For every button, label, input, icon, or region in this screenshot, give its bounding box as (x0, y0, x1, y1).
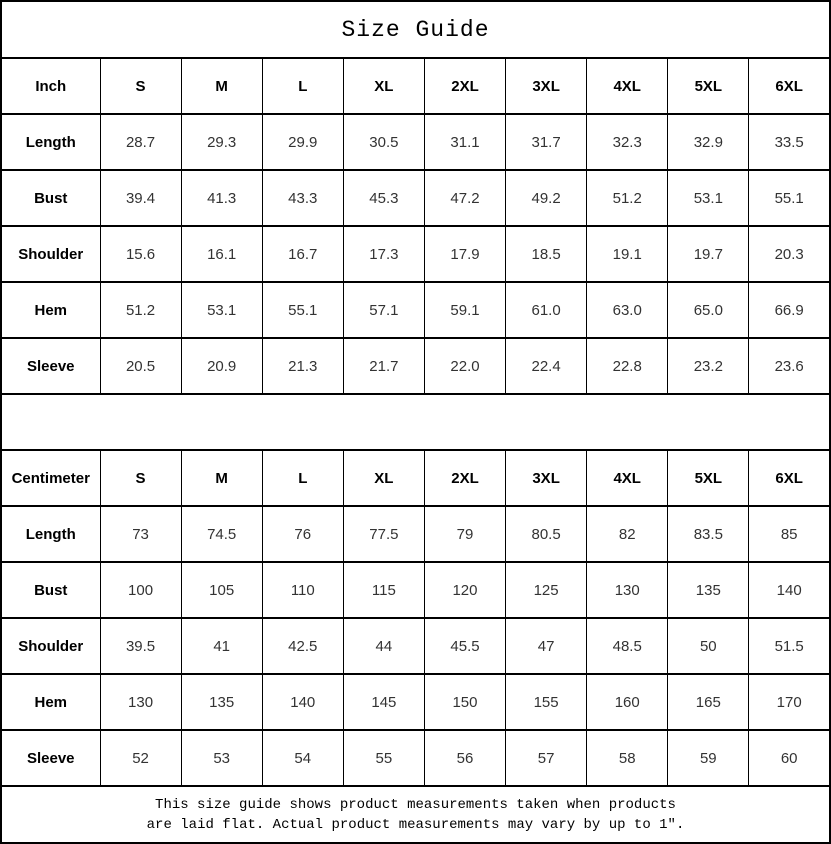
inch-row-bust (1, 170, 830, 226)
size-header-5xl: 5XL (668, 450, 749, 506)
row-label-sleeve: Sleeve (1, 730, 100, 786)
value-cell: 21.3 (262, 338, 343, 394)
value-cell: 115 (343, 562, 424, 618)
value-cell: 21.7 (343, 338, 424, 394)
inch-row-hem (1, 282, 830, 338)
value-cell: 20.3 (749, 226, 830, 282)
footer-note (1, 786, 830, 843)
value-cell: 59 (668, 730, 749, 786)
value-cell: 140 (749, 562, 830, 618)
value-cell: 51.5 (749, 618, 830, 674)
value-cell: 52 (100, 730, 181, 786)
row-label-sleeve: Sleeve (1, 338, 100, 394)
value-cell: 54 (262, 730, 343, 786)
value-cell: 74.5 (181, 506, 262, 562)
row-label-hem: Hem (1, 282, 100, 338)
value-cell: 15.6 (100, 226, 181, 282)
page-title: Size Guide (1, 1, 830, 58)
value-cell: 76 (262, 506, 343, 562)
cm-unit-header: Centimeter (1, 450, 100, 506)
inch-row-sleeve (1, 338, 830, 394)
inch-unit-header: Inch (1, 58, 100, 114)
value-cell: 77.5 (343, 506, 424, 562)
spacer-row (1, 394, 830, 450)
value-cell: 16.1 (181, 226, 262, 282)
size-header-s: S (100, 58, 181, 114)
value-cell: 20.5 (100, 338, 181, 394)
size-header-5xl: 5XL (668, 58, 749, 114)
cm-row-shoulder (1, 618, 830, 674)
value-cell: 55.1 (262, 282, 343, 338)
value-cell: 22.0 (424, 338, 505, 394)
value-cell: 165 (668, 674, 749, 730)
value-cell: 130 (587, 562, 668, 618)
value-cell: 44 (343, 618, 424, 674)
value-cell: 140 (262, 674, 343, 730)
cm-row-hem (1, 674, 830, 730)
value-cell: 61.0 (506, 282, 587, 338)
value-cell: 130 (100, 674, 181, 730)
size-header-xl: XL (343, 58, 424, 114)
row-label-hem: Hem (1, 674, 100, 730)
value-cell: 53 (181, 730, 262, 786)
value-cell: 47.2 (424, 170, 505, 226)
value-cell: 42.5 (262, 618, 343, 674)
value-cell: 125 (506, 562, 587, 618)
value-cell: 31.1 (424, 114, 505, 170)
value-cell: 57.1 (343, 282, 424, 338)
inch-row-length (1, 114, 830, 170)
value-cell: 30.5 (343, 114, 424, 170)
size-header-6xl: 6XL (749, 450, 830, 506)
cm-table-header-row (1, 450, 830, 506)
value-cell: 39.5 (100, 618, 181, 674)
value-cell: 16.7 (262, 226, 343, 282)
value-cell: 32.3 (587, 114, 668, 170)
value-cell: 120 (424, 562, 505, 618)
inch-row-shoulder (1, 226, 830, 282)
size-header-2xl: 2XL (424, 58, 505, 114)
value-cell: 48.5 (587, 618, 668, 674)
value-cell: 63.0 (587, 282, 668, 338)
row-label-length: Length (1, 506, 100, 562)
value-cell: 55 (343, 730, 424, 786)
value-cell: 22.4 (506, 338, 587, 394)
title-row (1, 1, 830, 58)
value-cell: 110 (262, 562, 343, 618)
cm-row-bust (1, 562, 830, 618)
value-cell: 49.2 (506, 170, 587, 226)
value-cell: 66.9 (749, 282, 830, 338)
value-cell: 28.7 (100, 114, 181, 170)
value-cell: 59.1 (424, 282, 505, 338)
value-cell: 39.4 (100, 170, 181, 226)
value-cell: 83.5 (668, 506, 749, 562)
row-label-bust: Bust (1, 170, 100, 226)
value-cell: 23.6 (749, 338, 830, 394)
value-cell: 135 (181, 674, 262, 730)
value-cell: 23.2 (668, 338, 749, 394)
size-header-6xl: 6XL (749, 58, 830, 114)
value-cell: 58 (587, 730, 668, 786)
value-cell: 29.9 (262, 114, 343, 170)
value-cell: 145 (343, 674, 424, 730)
value-cell: 19.1 (587, 226, 668, 282)
value-cell: 170 (749, 674, 830, 730)
value-cell: 43.3 (262, 170, 343, 226)
value-cell: 51.2 (587, 170, 668, 226)
footer-note-line1: This size guide shows product measurements taken when products (155, 796, 676, 813)
value-cell: 17.9 (424, 226, 505, 282)
value-cell: 17.3 (343, 226, 424, 282)
value-cell: 41.3 (181, 170, 262, 226)
value-cell: 45.3 (343, 170, 424, 226)
value-cell: 60 (749, 730, 830, 786)
size-header-4xl: 4XL (587, 58, 668, 114)
size-header-2xl: 2XL (424, 450, 505, 506)
value-cell: 82 (587, 506, 668, 562)
value-cell: 80.5 (506, 506, 587, 562)
value-cell: 53.1 (181, 282, 262, 338)
value-cell: 160 (587, 674, 668, 730)
size-header-4xl: 4XL (587, 450, 668, 506)
value-cell: 56 (424, 730, 505, 786)
size-header-3xl: 3XL (506, 450, 587, 506)
inch-table-header-row (1, 58, 830, 114)
value-cell: 105 (181, 562, 262, 618)
value-cell: 29.3 (181, 114, 262, 170)
row-label-bust: Bust (1, 562, 100, 618)
size-header-l: L (262, 450, 343, 506)
value-cell: 22.8 (587, 338, 668, 394)
size-header-s: S (100, 450, 181, 506)
size-header-m: M (181, 58, 262, 114)
value-cell: 55.1 (749, 170, 830, 226)
value-cell: 31.7 (506, 114, 587, 170)
value-cell: 57 (506, 730, 587, 786)
value-cell: 73 (100, 506, 181, 562)
value-cell: 47 (506, 618, 587, 674)
size-header-m: M (181, 450, 262, 506)
value-cell: 33.5 (749, 114, 830, 170)
value-cell: 53.1 (668, 170, 749, 226)
value-cell: 155 (506, 674, 587, 730)
row-label-shoulder: Shoulder (1, 226, 100, 282)
value-cell: 50 (668, 618, 749, 674)
spacer-cell (1, 394, 830, 450)
value-cell: 45.5 (424, 618, 505, 674)
row-label-length: Length (1, 114, 100, 170)
value-cell: 18.5 (506, 226, 587, 282)
value-cell: 79 (424, 506, 505, 562)
value-cell: 85 (749, 506, 830, 562)
value-cell: 100 (100, 562, 181, 618)
size-header-l: L (262, 58, 343, 114)
value-cell: 135 (668, 562, 749, 618)
footer-note-line2: are laid flat. Actual product measurements may vary by up to 1″. (146, 816, 685, 833)
value-cell: 20.9 (181, 338, 262, 394)
value-cell: 51.2 (100, 282, 181, 338)
cm-row-sleeve (1, 730, 830, 786)
footer-row (1, 786, 830, 843)
value-cell: 65.0 (668, 282, 749, 338)
value-cell: 19.7 (668, 226, 749, 282)
value-cell: 150 (424, 674, 505, 730)
row-label-shoulder: Shoulder (1, 618, 100, 674)
value-cell: 32.9 (668, 114, 749, 170)
value-cell: 41 (181, 618, 262, 674)
size-header-3xl: 3XL (506, 58, 587, 114)
cm-row-length (1, 506, 830, 562)
size-header-xl: XL (343, 450, 424, 506)
